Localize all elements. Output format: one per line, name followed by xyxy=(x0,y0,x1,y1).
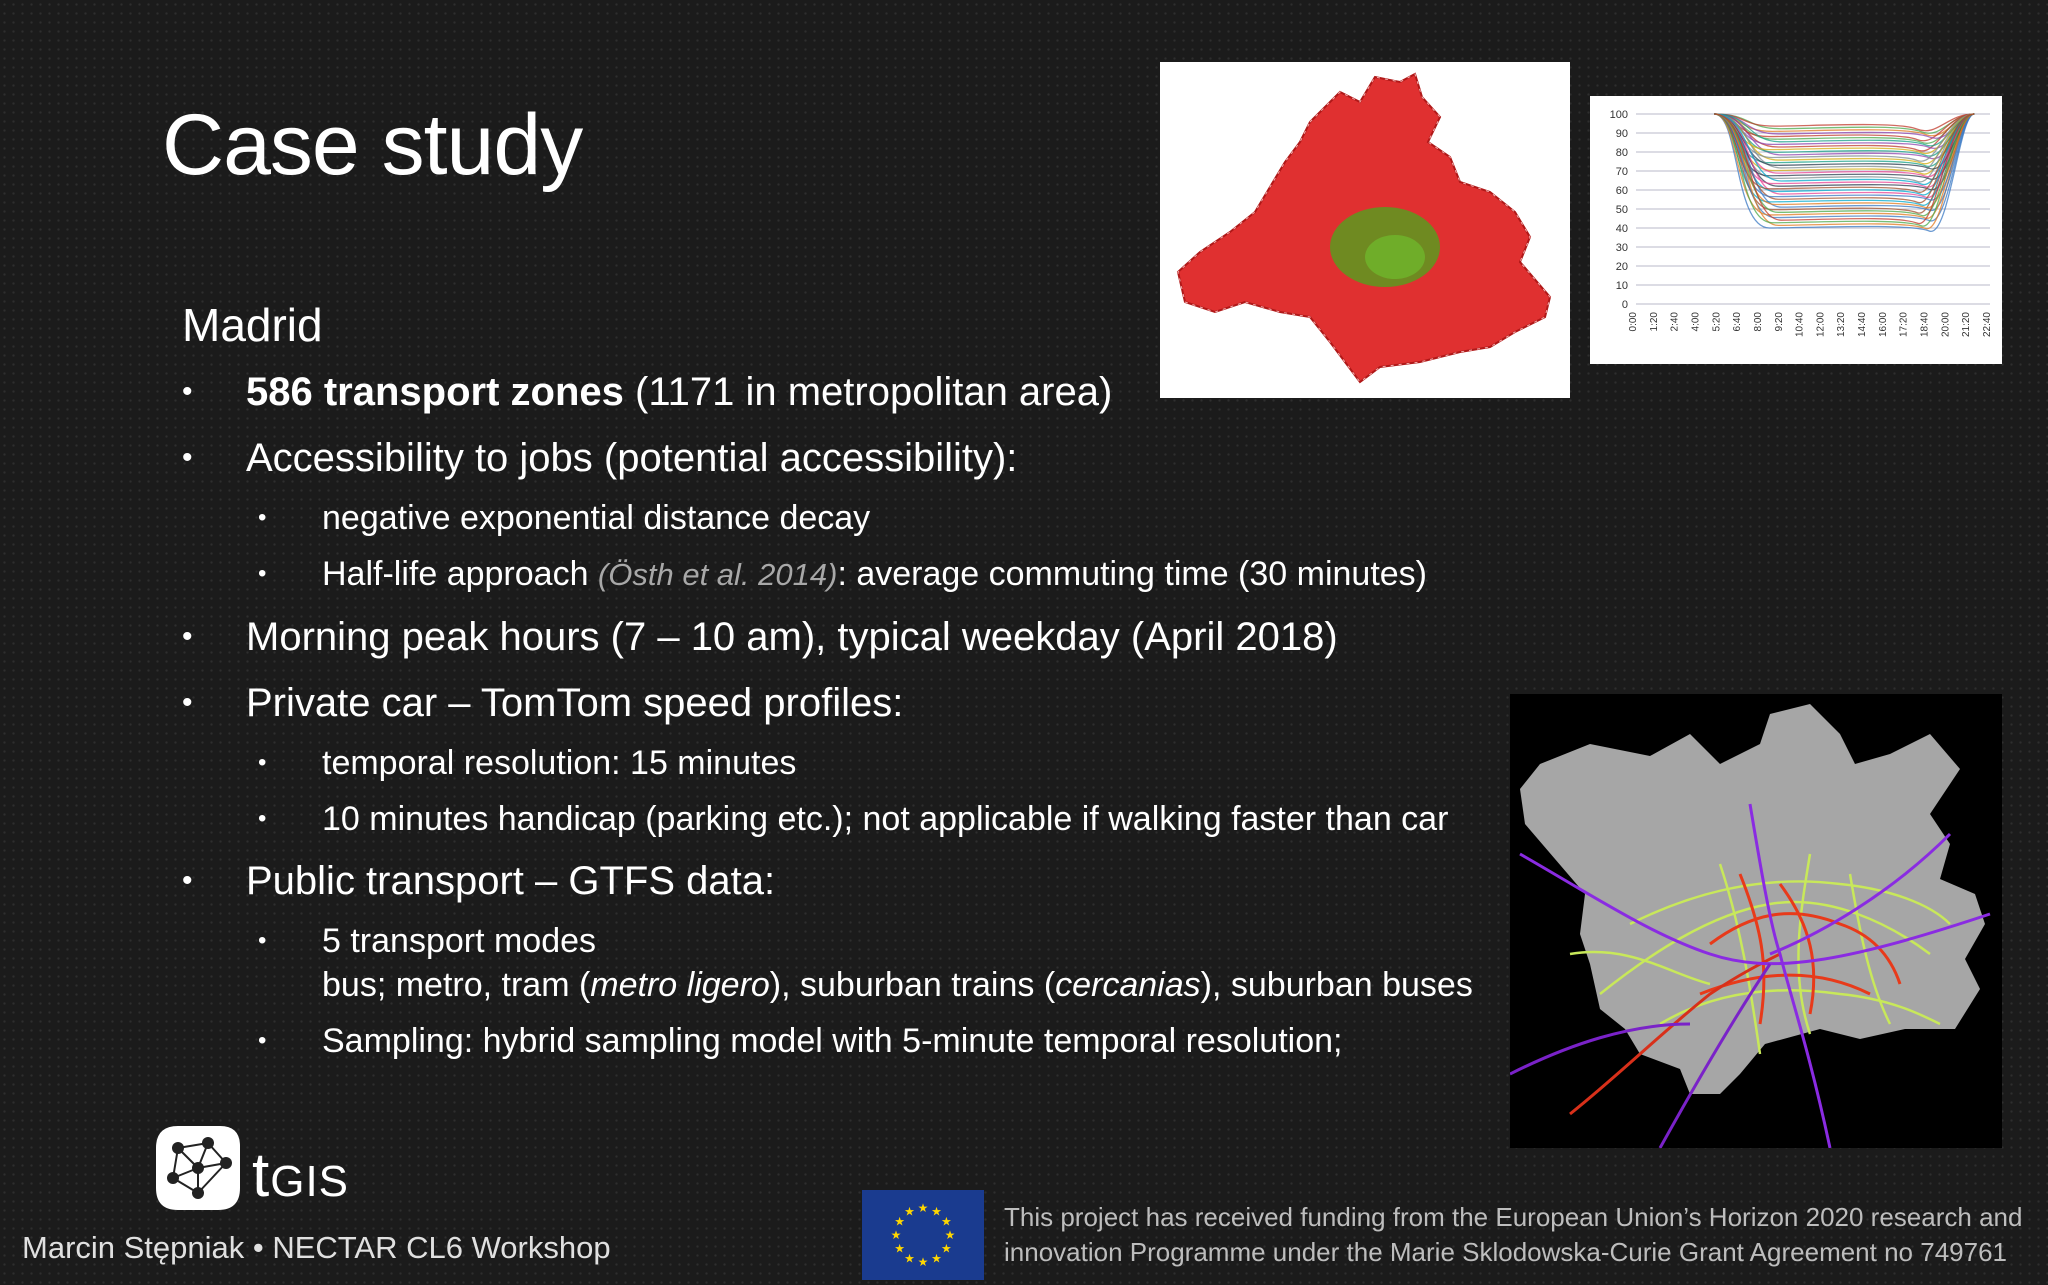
tgis-logo-text xyxy=(252,1140,349,1211)
x-tick-label: 9:20 xyxy=(1773,312,1785,332)
y-tick-label: 0 xyxy=(1621,299,1628,311)
bullet-text: negative exponential distance decay xyxy=(322,499,871,537)
x-tick-label: 6:40 xyxy=(1732,312,1744,332)
funding-line-2: innovation Programme under the Marie Sklodowska-Curie Grant Agreement no 749761 xyxy=(1004,1237,2007,1267)
bullet-icon: • xyxy=(182,375,193,408)
subbullet-half-life xyxy=(182,552,1522,597)
speed-profile-chart xyxy=(1590,96,2002,364)
bullet-text: 5 transport modes xyxy=(322,922,597,960)
bullet-text: (1171 in metropolitan area) xyxy=(623,370,1113,414)
region-shape xyxy=(1520,704,1985,1094)
y-tick-label: 90 xyxy=(1615,128,1628,140)
x-tick-label: 17:20 xyxy=(1898,312,1910,338)
tgis-logo-mark xyxy=(148,1118,248,1218)
eu-star-icon: ★ xyxy=(890,1228,902,1242)
y-tick-label: 40 xyxy=(1615,223,1628,235)
bullet-icon: • xyxy=(258,927,267,954)
bullet-text: Half-life approach xyxy=(322,555,598,593)
text-part: ), suburban trains ( xyxy=(769,966,1056,1004)
bullet-public-transport xyxy=(182,855,1522,907)
bullet-icon: • xyxy=(182,620,193,653)
bullet-text: 10 minutes handicap (parking etc.); not applicable if walking faster than car xyxy=(322,800,1449,838)
transport-network-map xyxy=(1510,694,2002,1148)
bullet-text: temporal resolution: 15 minutes xyxy=(322,744,797,782)
text-part: bus; metro, tram ( xyxy=(322,966,591,1004)
slide-body xyxy=(182,298,1522,1063)
madrid-zones-map xyxy=(1160,62,1570,398)
x-tick-label: 10:40 xyxy=(1794,312,1806,338)
subbullet-transport-modes xyxy=(182,919,1522,1007)
madrid-zones-map-image xyxy=(1160,62,1570,398)
x-tick-label: 13:20 xyxy=(1836,312,1848,338)
text-part: ), suburban buses xyxy=(1200,966,1473,1004)
transport-network-map-image xyxy=(1510,694,2002,1148)
y-tick-label: 80 xyxy=(1615,147,1628,159)
x-tick-label: 8:00 xyxy=(1752,312,1764,332)
x-tick-label: 1:20 xyxy=(1648,312,1660,332)
slide-title: Case study xyxy=(162,97,583,193)
logo-text-gis: GIS xyxy=(270,1157,350,1206)
bullet-icon: • xyxy=(258,749,267,776)
funding-notice xyxy=(1004,1200,2044,1270)
italic-term: metro ligero xyxy=(590,966,770,1004)
bullet-icon: • xyxy=(182,441,193,474)
x-tick-label: 22:40 xyxy=(1982,312,1993,338)
bullet-icon: • xyxy=(258,1027,267,1054)
speed-profile-svg xyxy=(1590,96,2002,364)
core-zones xyxy=(1365,235,1425,279)
bullet-text: : average commuting time (30 minutes) xyxy=(837,555,1428,593)
eu-star-icon: ★ xyxy=(931,1204,942,1219)
eu-star-icon: ★ xyxy=(894,1241,906,1256)
bullet-text: Sampling: hybrid sampling model with 5-minute temporal resolution; xyxy=(322,1022,1343,1060)
bullet-text-line2 xyxy=(322,963,1522,1007)
footer-author: Marcin Stępniak • NECTAR CL6 Workshop xyxy=(22,1230,611,1265)
x-tick-label: 18:40 xyxy=(1919,312,1931,338)
bullet-private-car xyxy=(182,677,1522,729)
y-tick-label: 50 xyxy=(1615,204,1628,216)
subbullet-distance-decay xyxy=(182,496,1522,540)
y-tick-label: 70 xyxy=(1615,166,1628,178)
italic-term: cercanias xyxy=(1055,966,1201,1004)
y-tick-label: 20 xyxy=(1615,261,1628,273)
eu-star-icon: ★ xyxy=(940,1214,952,1229)
bullet-text: Morning peak hours (7 – 10 am), typical weekday (April 2018) xyxy=(246,615,1338,659)
subbullet-handicap xyxy=(182,797,1522,841)
eu-star-icon: ★ xyxy=(904,1251,915,1266)
eu-star-icon: ★ xyxy=(917,1255,929,1269)
section-heading: Madrid xyxy=(182,299,323,351)
y-tick-label: 100 xyxy=(1609,109,1628,121)
subbullet-sampling xyxy=(182,1019,1522,1063)
bullet-icon: • xyxy=(258,805,267,832)
x-tick-label: 2:40 xyxy=(1669,312,1681,332)
eu-star-icon: ★ xyxy=(894,1214,906,1229)
bullet-icon: • xyxy=(182,864,193,897)
y-tick-label: 10 xyxy=(1615,280,1628,292)
y-tick-label: 30 xyxy=(1615,242,1628,254)
bullet-text: Public transport – GTFS data: xyxy=(246,859,776,903)
bullet-icon: • xyxy=(182,686,193,719)
x-tick-label: 14:40 xyxy=(1857,312,1869,338)
x-tick-label: 4:00 xyxy=(1690,312,1702,332)
subbullet-temporal-resolution xyxy=(182,741,1522,785)
citation: (Östh et al. 2014) xyxy=(597,557,838,592)
bullet-text: Private car – TomTom speed profiles: xyxy=(246,681,904,725)
x-tick-label: 20:00 xyxy=(1940,312,1952,338)
bullet-morning-peak xyxy=(182,611,1522,663)
x-tick-label: 16:00 xyxy=(1877,312,1889,338)
x-tick-label: 5:20 xyxy=(1711,312,1723,332)
x-tick-label: 0:00 xyxy=(1628,312,1639,332)
bullet-accessibility xyxy=(182,432,1522,484)
eu-flag-svg xyxy=(862,1190,984,1280)
bullet-icon: • xyxy=(258,504,267,531)
eu-star-icon: ★ xyxy=(931,1251,942,1266)
eu-star-icon: ★ xyxy=(940,1241,952,1256)
y-tick-label: 60 xyxy=(1615,185,1628,197)
funding-line-1: This project has received funding from the European Union’s Horizon 2020 research and xyxy=(1004,1202,2023,1232)
bullet-icon: • xyxy=(258,560,267,587)
eu-star-icon: ★ xyxy=(917,1201,929,1215)
x-tick-label: 12:00 xyxy=(1815,312,1827,338)
eu-flag-icon xyxy=(862,1190,984,1280)
bullet-bold-text: 586 transport zones xyxy=(246,370,624,414)
eu-star-icon: ★ xyxy=(904,1204,915,1219)
eu-star-icon: ★ xyxy=(944,1228,956,1242)
logo-text-t: t xyxy=(252,1141,271,1210)
x-tick-label: 21:20 xyxy=(1961,312,1973,338)
bullet-text: Accessibility to jobs (potential accessibility): xyxy=(246,436,1018,480)
